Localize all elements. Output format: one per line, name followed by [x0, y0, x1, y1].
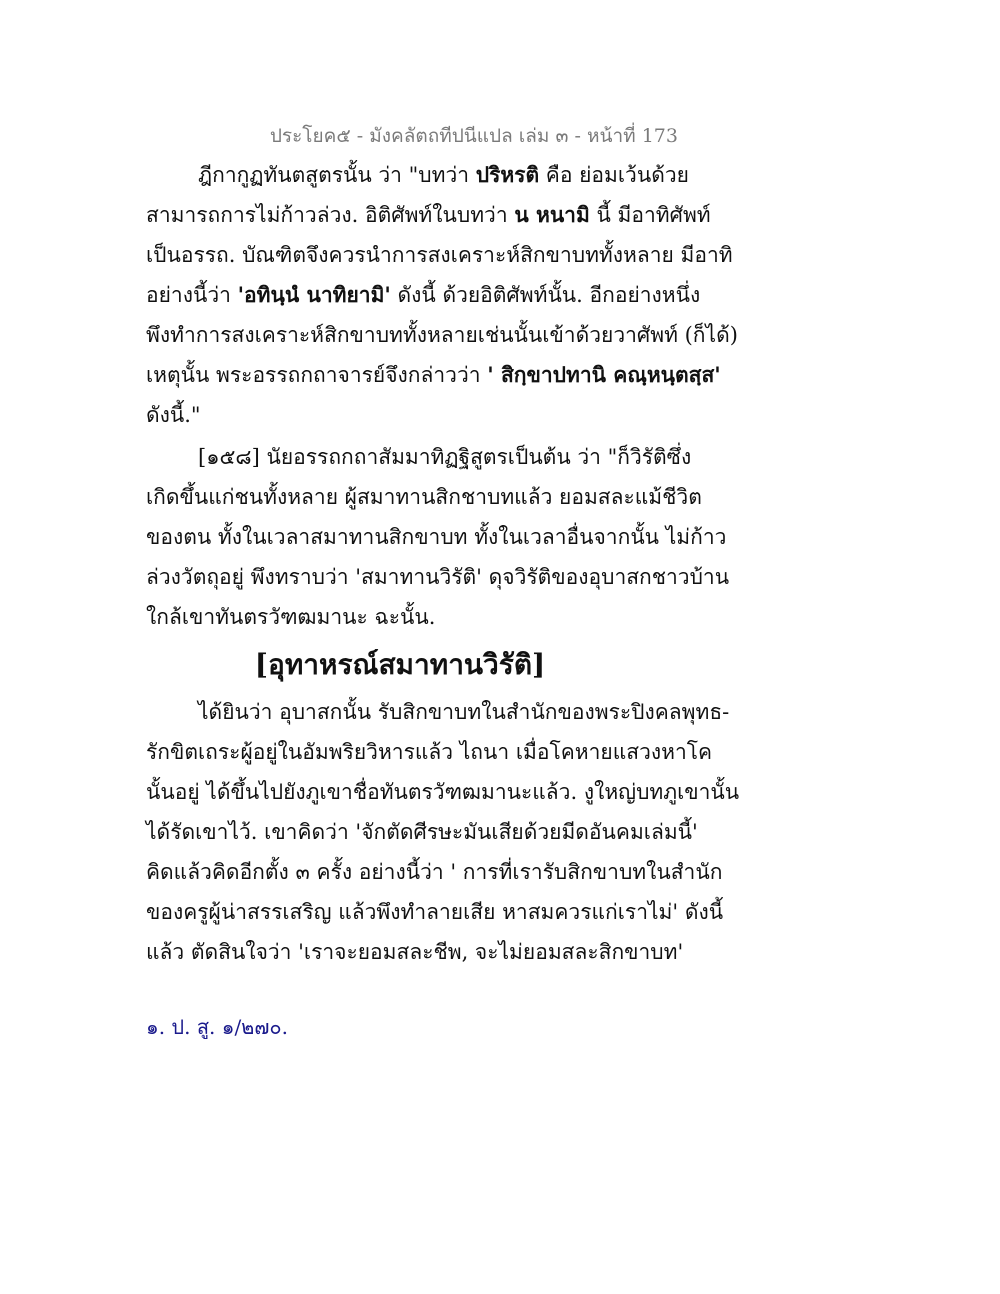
- text-run: ดังนี้ ด้วยอิติศัพท์นั้น. อีกอย่างหนึ่ง: [390, 283, 701, 307]
- paragraph-1-line-2: [146, 195, 711, 235]
- paragraph-3-line-7: แล้ว ตัดสินใจว่า 'เราจะยอมสละชีพ, จะไม่ยอมสละสิกขาบท': [146, 940, 684, 964]
- text-run: นี้ มีอาทิศัพท์: [589, 203, 711, 227]
- paragraph-2-line-1: [๑๕๘] นัยอรรถกถาสัมมาทิฏฐิสูตรเป็นต้น ว่า "ก็วิรัติซึ่ง: [198, 445, 692, 469]
- bold-term: ปริหรติ: [475, 162, 540, 187]
- paragraph-1-line-3: เป็นอรรถ. บัณฑิตจึงควรนำการสงเคราะห์สิกขาบททั้งหลาย มีอาทิ: [146, 243, 733, 267]
- bold-term: ' สิกฺขาปทานิ คณฺหนฺตสฺส': [487, 362, 721, 387]
- paragraph-1-line-7: ดังนี้.": [146, 403, 201, 427]
- paragraph-3-line-5: คิดแล้วคิดอีกตั้ง ๓ ครั้ง อย่างนี้ว่า ' การที่เรารับสิกขาบทในสำนัก: [146, 860, 723, 884]
- paragraph-1-line-6: [146, 355, 721, 395]
- section-heading: [อุทาหรณ์สมาทานวิรัติ]: [254, 648, 546, 681]
- paragraph-1-line-5: พึงทำการสงเคราะห์สิกขาบททั้งหลายเช่นนั้นเข้าด้วยวาศัพท์ (ก็ได้): [146, 323, 738, 347]
- paragraph-2-line-2: เกิดขึ้นแก่ชนทั้งหลาย ผู้สมาทานสิกชาบทแล้ว ยอมสละแม้ชีวิต: [146, 485, 702, 509]
- text-run: เหตุนั้น พระอรรถกถาจารย์จึงกล่าวว่า: [146, 363, 488, 387]
- paragraph-3-line-1: ได้ยินว่า อุบาสกนั้น รับสิกขาบทในสำนักของพระปิงคลพุทธ-: [198, 700, 730, 724]
- paragraph-2-line-3: ของตน ทั้งในเวลาสมาทานสิกขาบท ทั้งในเวลาอื่นจากนั้น ไม่ก้าว: [146, 525, 727, 549]
- paragraph-3-line-4: ได้รัดเขาไว้. เขาคิดว่า 'จักตัดศีรษะมันเสียด้วยมีดอันคมเล่มนี้': [146, 820, 698, 844]
- text-run: คือ ย่อมเว้นด้วย: [539, 163, 689, 187]
- paragraph-3-line-2: รักขิตเถระผู้อยู่ในอัมพริยวิหารแล้ว ไถนา เมื่อโคหายแสวงหาโค: [146, 740, 713, 764]
- footnote: ๑. ป. สู. ๑/๒๗๐.: [146, 1015, 288, 1039]
- running-header: ประโยค๕ - มังคลัตถทีปนีแปล เล่ม ๓ - หน้าที่ 173: [269, 125, 678, 147]
- bold-term: น หนามิ: [514, 202, 590, 227]
- text-run: อย่างนี้ว่า: [146, 283, 238, 307]
- paragraph-1-line-1: [198, 155, 689, 195]
- text-run: ฎีกากูฏทันตสูตรนั้น ว่า "บทว่า: [198, 163, 476, 187]
- paragraph-1-line-4: [146, 275, 701, 315]
- text-run: สามารถการไม่ก้าวล่วง. อิติศัพท์ในบทว่า: [146, 203, 515, 227]
- paragraph-3-line-3: นั้นอยู่ ได้ขึ้นไปยังภูเขาชื่อทันตรวัฑฒมานะแล้ว. งูใหญ่บทภูเขานั้น: [146, 780, 740, 804]
- paragraph-2-line-4: ล่วงวัตถุอยู่ พึงทราบว่า 'สมาทานวิรัติ' ดุจวิรัติของอุบาสกชาวบ้าน: [146, 565, 730, 589]
- paragraph-3-line-6: ของครูผู้น่าสรรเสริญ แล้วพึงทำลายเสีย หาสมควรแก่เราไม่' ดังนี้: [146, 900, 724, 924]
- paragraph-2-line-5: ใกล้เขาทันตรวัฑฒมานะ ฉะนั้น.: [146, 605, 436, 629]
- bold-term: 'อทินฺนํ นาทิยามิ': [237, 282, 391, 307]
